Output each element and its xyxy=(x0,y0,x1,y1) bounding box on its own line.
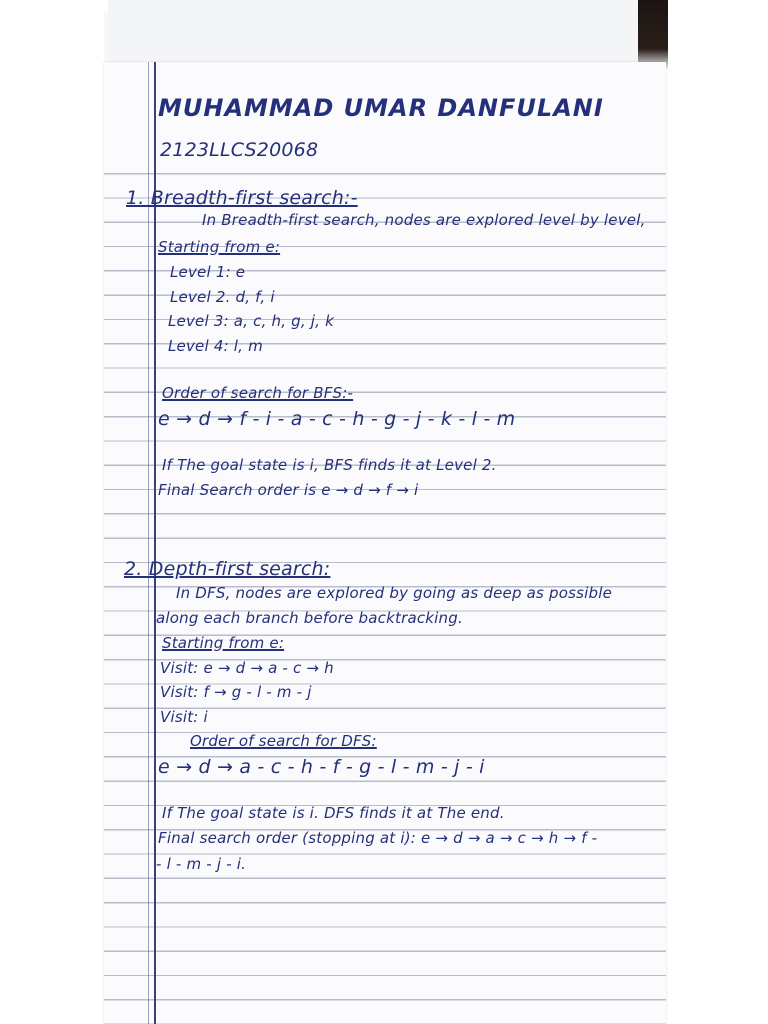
q1-line-3: Level 1: e xyxy=(170,263,246,281)
notebook-page xyxy=(104,62,666,1024)
q2-line-10: Final search order (stopping at i): e → d → a → c → h → f - xyxy=(158,829,598,847)
q1-line-10: Final Search order is e → d → f → i xyxy=(158,481,419,499)
q1-heading: 1. Breadth-first search:- xyxy=(126,187,358,209)
underlying-sheet xyxy=(108,0,639,70)
q2-line-1: In DFS, nodes are explored by going as deep as possible xyxy=(176,584,613,602)
q1-line-2: Starting from e: xyxy=(158,238,281,256)
q2-line-11: - l - m - j - i. xyxy=(156,855,247,873)
q1-line-1: In Breadth-first search, nodes are explored level by level, xyxy=(202,211,646,229)
background-table-corner xyxy=(638,0,668,70)
q2-line-7: Order of search for DFS: xyxy=(190,732,377,750)
q2-line-5: Visit: f → g - l - m - j xyxy=(160,683,312,701)
q2-line-2: along each branch before backtracking. xyxy=(156,609,463,627)
student-name: MUHAMMAD UMAR DANFULANI xyxy=(158,94,604,122)
q1-line-4: Level 2. d, f, i xyxy=(170,288,275,306)
q2-line-3: Starting from e: xyxy=(162,634,285,652)
q1-line-6: Level 4: l, m xyxy=(168,337,263,355)
q1-line-9: If The goal state is i, BFS finds it at Level 2. xyxy=(162,456,497,474)
q1-line-7: Order of search for BFS:- xyxy=(162,384,354,402)
q2-line-4: Visit: e → d → a - c → h xyxy=(160,659,334,677)
q2-line-8: e → d → a - c - h - f - g - l - m - j - i xyxy=(158,756,485,778)
q1-line-5: Level 3: a, c, h, g, j, k xyxy=(168,312,334,330)
q2-line-9: If The goal state is i. DFS finds it at The end. xyxy=(162,804,505,822)
q1-line-8: e → d → f - i - a - c - h - g - j - k - l - m xyxy=(158,408,516,430)
q2-heading: 2. Depth-first search: xyxy=(124,558,331,580)
student-id: 2123LLCS20068 xyxy=(160,139,319,161)
q2-line-6: Visit: i xyxy=(160,708,208,726)
